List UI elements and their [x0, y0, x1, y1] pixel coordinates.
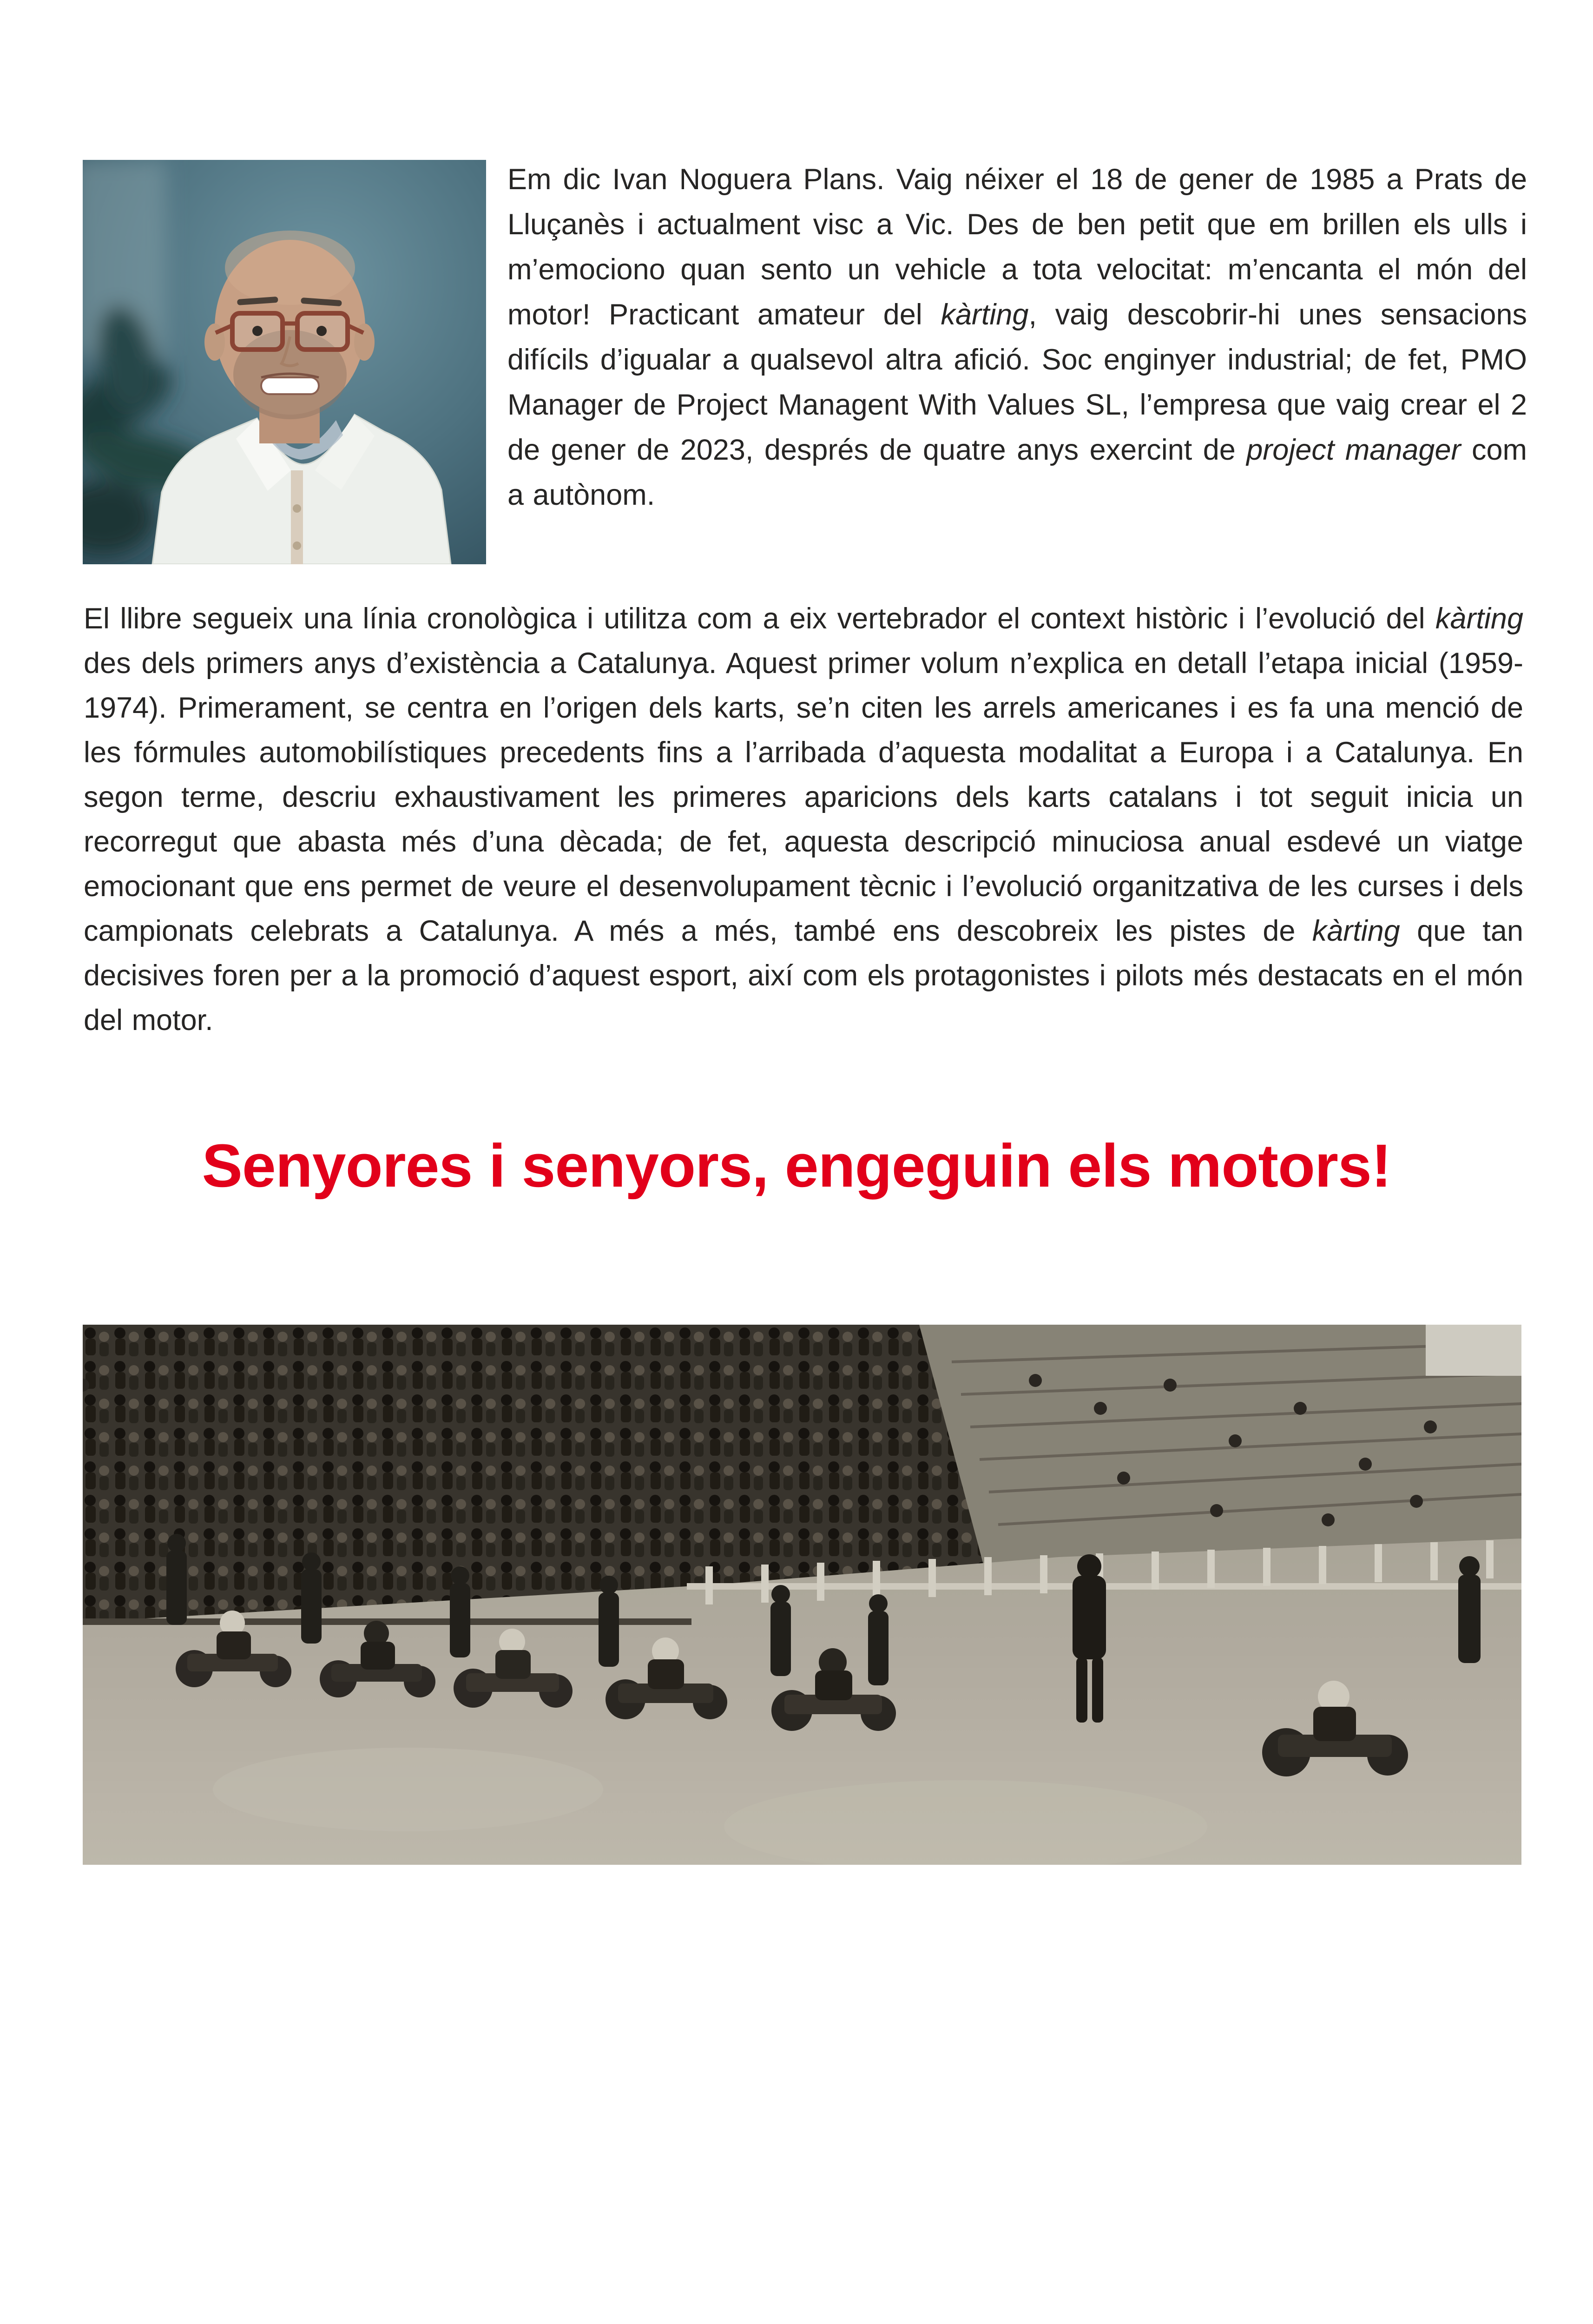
logos-strip	[0, 1994, 1593, 2217]
race-photo-image	[83, 1325, 1521, 1865]
author-photo-image	[83, 160, 486, 564]
author-bio-text: Em dic Ivan Noguera Plans. Vaig néixer el 18 de gener de 1985 a Prats de Lluçanès i actualment visc a Vic. Des de ben petit que em brillen els ulls i m’emociono quan sento un vehicle a tota velocitat: m’encanta el món del motor! Practicant amateur del kàrting, vaig descobrir-hi unes sensacions difícils d’igualar a qualsevol altra afició. Soc enginyer industrial; de fet, PMO Manager de Project Managent With Values SL, l’empresa que vaig crear el 2 de gener de 2023, després de quatre anys exercint de project manager com a autònom.	[507, 163, 1527, 511]
headline: Senyores i senyors, engeguin els motors!	[202, 1131, 1391, 1200]
synopsis-text: El llibre segueix una línia cronològica i utilitza com a eix vertebrador el context històric i l’evolució del kàrting des dels primers anys d’existència a Catalunya. Aquest primer volum n’explica en detall l’etapa inicial (1959-1974). Primerament, se centra en l’origen dels karts, se’n citen les arrels americanes i es fa una menció de les fórmules automobilístiques precedents fins a l’arribada d’aquesta modalitat a Europa i a Catalunya. En segon terme, descriu exhaustivament les primeres aparicions dels karts catalans i tot seguit inicia un recorregut que abasta més d’una dècada; de fet, aquesta descripció minuciosa anual esdevé un viatge emocionant que ens permet de veure el desenvolupament tècnic i l’evolució organitzativa de les curses i dels campionats celebrats a Catalunya. A més a més, també ens descobreix les pistes de kàrting que tan decisives foren per a la promoció d’aquest esport, així com els protagonistes i pilots més destacats en el món del motor.	[84, 602, 1524, 1037]
author-photo	[83, 160, 486, 564]
race-photo	[83, 1325, 1521, 1865]
